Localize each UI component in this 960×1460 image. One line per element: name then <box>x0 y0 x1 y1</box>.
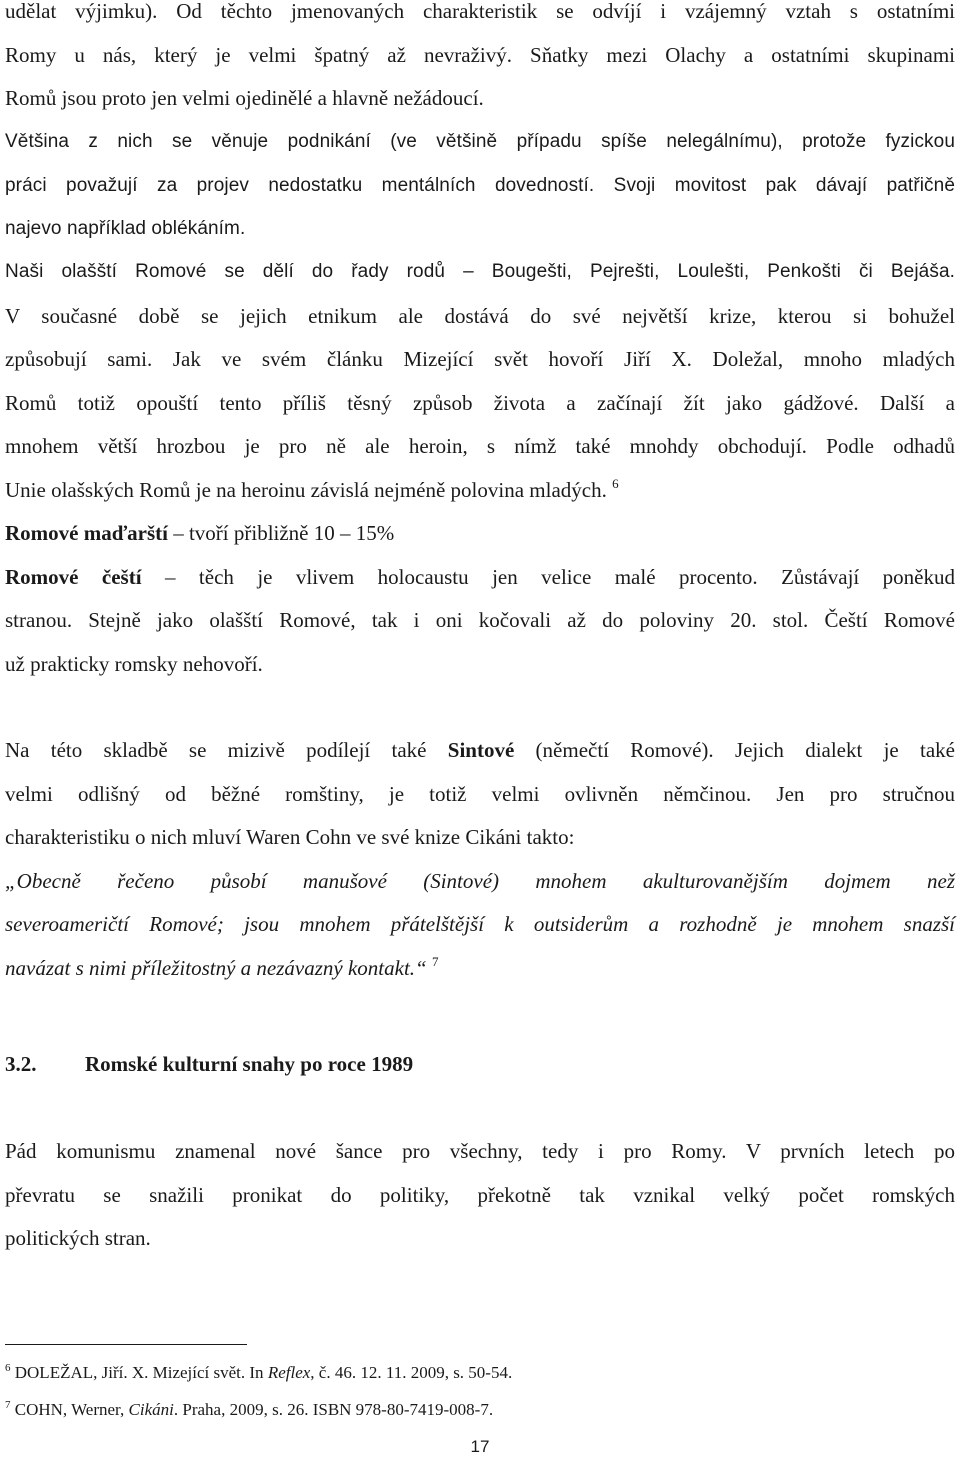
section-title: Romské kulturní snahy po roce 1989 <box>85 1052 414 1076</box>
body-line: velmi odlišný od běžné romštiny, je totiž velmi ovlivněn němčinou. Jen pro stručnou <box>5 782 955 806</box>
body-line: už prakticky romsky nehovoří. <box>5 652 263 676</box>
page-number: 17 <box>470 1437 490 1456</box>
body-line: Naši olašští Romové se dělí do řady rodů – Bougešti, Pejrešti, Loulešti, Penkošti či Bejáša. <box>5 261 955 282</box>
footnote-ref: 7 <box>431 954 439 969</box>
footnote-number: 6 <box>5 1362 11 1374</box>
line-text: – tvoří přibližně 10 – 15% <box>167 521 395 545</box>
body-line: Romy u nás, který je velmi špatný až nevraživý. Sňatky mezi Olachy a ostatními skupinami <box>5 43 955 67</box>
body-line <box>5 562 955 592</box>
quote-line: „Obecně řečeno působí manušové (Sintové) mnohem akulturovanějším dojmem než <box>5 869 955 893</box>
body-line: Většina z nich se věnuje podnikání (ve většině případu spíše nelegálnímu), protože fyzickou <box>5 131 955 152</box>
body-line: najevo například oblékáním. <box>5 218 246 239</box>
quote-line: severoameričtí Romové; jsou mnohem přátelštější k outsiderům a rozhodně je mnohem snazší <box>5 912 955 936</box>
group-name: Romové maďarští <box>5 521 168 545</box>
footnote-title: Reflex <box>267 1363 311 1382</box>
body-line: převratu se snažili pronikat do politiky, překotně tak vznikal velký počet romských <box>5 1183 955 1207</box>
body-line <box>5 475 955 505</box>
footnote-number: 7 <box>5 1399 11 1411</box>
line-text: (němečtí Romové). Jejich dialekt je také <box>514 738 955 762</box>
footnote <box>5 1362 512 1384</box>
footnote-text: COHN, Werner, <box>10 1400 129 1419</box>
footnote-text: , č. 46. 12. 11. 2009, s. 50-54. <box>310 1363 513 1382</box>
body-line: Romů totiž opouští tento příliš těsný způsob života a začínají žít jako gádžové. Další a <box>5 391 955 415</box>
line-text: Na této skladbě se mizivě podílejí také <box>5 738 448 762</box>
body-line <box>5 735 955 765</box>
body-line <box>5 518 955 548</box>
group-name: Romové čeští <box>5 565 142 589</box>
body-line: stranou. Stejně jako olašští Romové, tak i oni kočovali až do poloviny 20. stol. Čeští Romové <box>5 608 955 632</box>
footnote-title: Cikáni <box>128 1400 174 1419</box>
body-line: Pád komunismu znamenal nové šance pro všechny, tedy i pro Romy. V prvních letech po <box>5 1139 955 1163</box>
footnote-text: . Praha, 2009, s. 26. ISBN 978-80-7419-008-7. <box>173 1400 494 1419</box>
body-line: V současné době se jejich etnikum ale dostává do své největší krize, kterou si bohužel <box>5 304 955 328</box>
body-line: charakteristiku o nich mluví Waren Cohn ve své knize Cikáni takto: <box>5 825 575 849</box>
group-name: Sintové <box>447 738 515 762</box>
body-line: politických stran. <box>5 1226 151 1250</box>
body-line: způsobují sami. Jak ve svém článku Mizející svět hovoří Jiří X. Doležal, mnoho mladých <box>5 347 955 371</box>
quote-line <box>5 953 955 983</box>
footnote-divider <box>5 1344 247 1345</box>
line-text: Unie olašských Romů je na heroinu závislá nejméně polovina mladých. <box>5 478 607 502</box>
line-text: – těch je vlivem holocaustu jen velice malé procento. Zůstávají poněkud <box>141 565 955 589</box>
body-line: práci považují za projev nedostatku mentálních dovedností. Svoji movitost pak dávají patřičně <box>5 175 955 196</box>
footnote <box>5 1399 493 1421</box>
body-line: mnohem větší hrozbou je pro ně ale heroin, s nímž také mnohdy obchodují. Podle odhadů <box>5 434 955 458</box>
footnote-ref: 6 <box>612 476 619 491</box>
body-line: udělat výjimku). Od těchto jmenovaných charakteristik se odvíjí i vzájemný vztah s ostatními <box>5 0 955 23</box>
line-text: navázat s nimi příležitostný a nezávazný kontakt.“ <box>5 956 427 980</box>
footnote-text: DOLEŽAL, Jiří. X. Mizející svět. In <box>10 1363 268 1382</box>
body-line: Romů jsou proto jen velmi ojedinělé a hlavně nežádoucí. <box>5 86 484 110</box>
section-number: 3.2. <box>5 1052 37 1076</box>
